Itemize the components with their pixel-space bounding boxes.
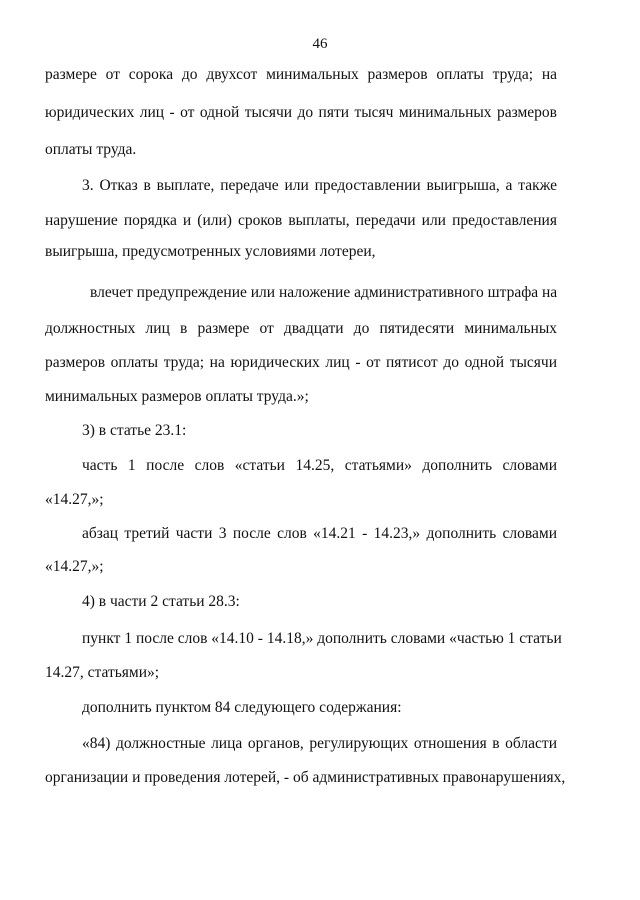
text-line: нарушение порядка и (или) сроков выплаты, передачи или предоставления (45, 212, 557, 229)
text-line: 4) в части 2 статьи 28.3: (82, 593, 240, 610)
text-line: минимальных размеров оплаты труда.»; (45, 388, 309, 405)
text-line: часть 1 после слов «статьи 14.25, статьями» дополнить словами (82, 457, 557, 474)
text-line: абзац третий части 3 после слов «14.21 - 14.23,» дополнить словами (82, 525, 557, 542)
text-line: влечет предупреждение или наложение административного штрафа на (90, 284, 558, 301)
text-line: 14.27, статьями»; (45, 664, 160, 681)
text-line: «14.27,»; (45, 558, 104, 575)
text-line: юридических лиц - от одной тысячи до пяти тысяч минимальных размеров (45, 104, 557, 121)
text-line: 3. Отказ в выплате, передаче или предоставлении выигрыша, а также (82, 177, 557, 194)
text-line: оплаты труда. (45, 141, 137, 158)
text-line: пункт 1 после слов «14.10 - 14.18,» дополнить словами «частью 1 статьи (82, 630, 562, 647)
text-line: «84) должностные лица органов, регулирующих отношения в области (82, 735, 557, 752)
text-line: должностных лиц в размере от двадцати до пятидесяти минимальных (45, 320, 557, 337)
text-line: размеров оплаты труда; на юридических лиц - от пятисот до одной тысячи (45, 354, 557, 371)
text-line: 3) в статье 23.1: (82, 422, 187, 439)
page-number: 46 (312, 36, 328, 52)
text-line: дополнить пунктом 84 следующего содержания: (82, 699, 402, 716)
text-line: выигрыша, предусмотренных условиями лотереи, (45, 243, 376, 260)
text-line: организации и проведения лотерей, - об административных правонарушениях, (45, 769, 566, 786)
text-line: «14.27,»; (45, 491, 104, 508)
text-line: размере от сорока до двухсот минимальных размеров оплаты труда; на (45, 66, 557, 83)
